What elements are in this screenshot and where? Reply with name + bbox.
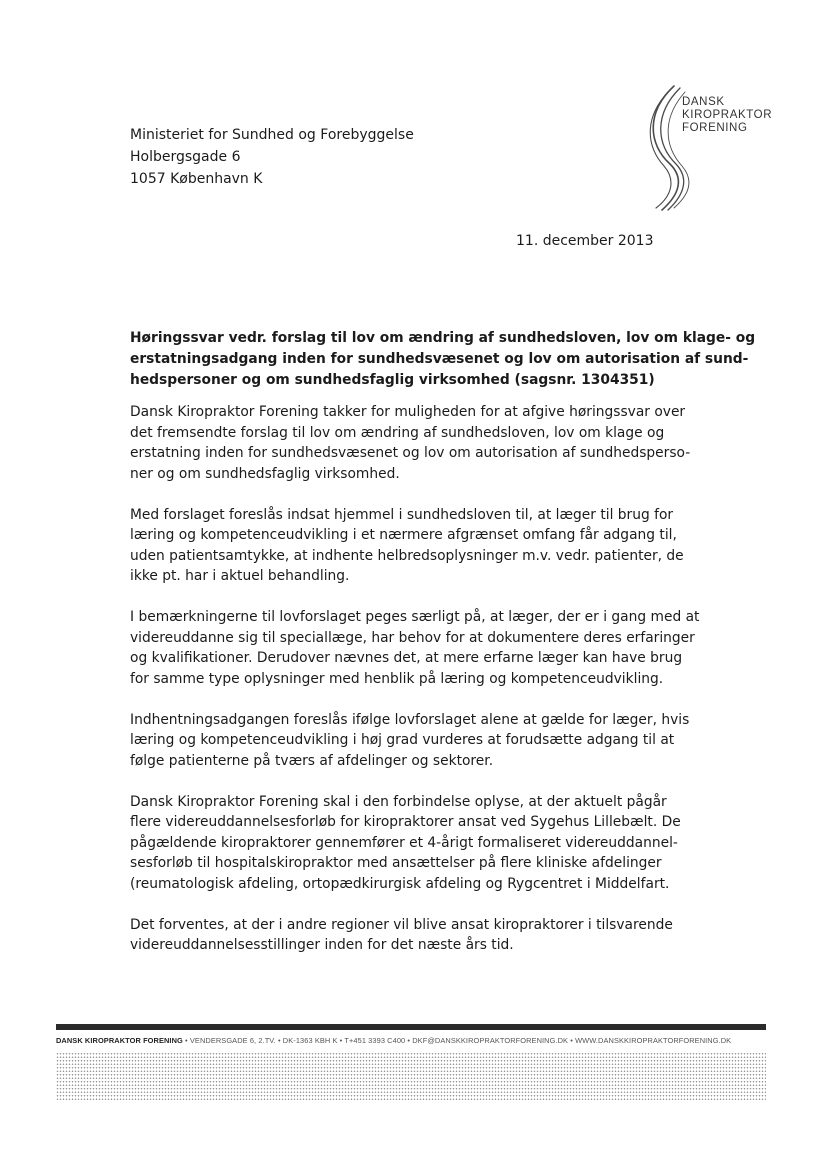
logo-line: DANSK xyxy=(682,96,725,108)
letter-body xyxy=(130,402,700,976)
address-line: Holbergsgade 6 xyxy=(130,149,241,165)
letter-date: 11. december 2013 xyxy=(516,233,654,249)
paragraph xyxy=(130,792,681,895)
body-line: det fremsendte forslag til lov om ændring af sundhedsloven, lov om klage og xyxy=(130,424,665,441)
logo-wordmark xyxy=(682,96,772,135)
body-line: sesforløb til hospitalskiropraktor med ansættelser på flere kliniske afdelinger xyxy=(130,855,662,871)
footer-dot-pattern xyxy=(56,1052,766,1102)
address-line: Ministeriet for Sundhed og Forebyggelse xyxy=(130,127,414,143)
body-line: læring og kompetenceudvikling i et nærmere afgrænset omfang får adgang til, xyxy=(130,527,677,543)
body-line: videreuddannelsesstillinger inden for det næste års tid. xyxy=(130,937,514,953)
body-line: flere videreuddannelsesforløb for kiropraktorer ansat ved Sygehus Lillebælt. De xyxy=(130,814,681,830)
letter-subject xyxy=(130,328,756,391)
logo-line: FORENING xyxy=(682,122,748,134)
body-line: for samme type oplysninger med henblik på læring og kompetenceudvikling. xyxy=(130,670,664,687)
body-line: erstatning inden for sundhedsvæsenet og lov om autorisation af sundhedsperso- xyxy=(130,445,691,461)
body-line: og kvalifikationer. Derudover nævnes det, at mere erfarne læger kan have brug xyxy=(130,650,683,666)
address-line: 1057 København K xyxy=(130,171,263,187)
body-line: Med forslaget foreslås indsat hjemmel i sundhedsloven til, at læger til brug for xyxy=(130,506,674,523)
body-line: Det forventes, at der i andre regioner vil blive ansat kiropraktorer i tilsvarende xyxy=(130,916,673,933)
subject-line: Høringssvar vedr. forslag til lov om ændring af sundhedsloven, lov om klage- og xyxy=(130,330,756,346)
body-line: ner og om sundhedsfaglig virksomhed. xyxy=(130,465,400,482)
body-line: videreuddanne sig til speciallæge, har behov for at dokumentere deres erfaringer xyxy=(130,629,695,646)
footer-brand: DANSK KIROPRAKTOR FORENING xyxy=(56,1036,183,1045)
body-line: I bemærkningerne til lovforslaget peges særligt på, at læger, der er i gang med at xyxy=(130,609,700,625)
footer-contact xyxy=(56,1036,766,1045)
body-line: følge patienterne på tværs af afdelinger og sektorer. xyxy=(130,752,494,769)
paragraph xyxy=(130,505,684,587)
body-line: Indhentningsadgangen foreslås ifølge lovforslaget alene at gælde for læger, hvis xyxy=(130,711,690,728)
body-line: ikke pt. har i aktuel behandling. xyxy=(130,568,350,584)
paragraph xyxy=(130,402,691,484)
paragraph xyxy=(130,915,673,956)
logo-line: KIROPRAKTOR xyxy=(682,109,773,121)
body-line: Dansk Kiropraktor Forening takker for muligheden for at afgive høringssvar over xyxy=(130,404,686,420)
recipient-address xyxy=(130,124,414,190)
body-line: uden patientsamtykke, at indhente helbredsoplysninger m.v. vedr. patienter, de xyxy=(130,547,684,564)
paragraph xyxy=(130,710,690,772)
subject-line: erstatningsadgang inden for sundhedsvæsenet og lov om autorisation af sund- xyxy=(130,351,749,367)
footer-rule xyxy=(56,1024,766,1030)
body-line: læring og kompetenceudvikling i høj grad vurderes at forudsætte adgang til at xyxy=(130,732,675,748)
body-line: (reumatologisk afdeling, ortopædkirurgisk afdeling og Rygcentret i Middelfart. xyxy=(130,875,670,892)
body-line: pågældende kiropraktorer gennemfører et 4-årigt formaliseret videreuddannel- xyxy=(130,834,678,851)
subject-line: hedspersoner og om sundhedsfaglig virksomhed (sagsnr. 1304351) xyxy=(130,372,655,388)
body-line: Dansk Kiropraktor Forening skal i den forbindelse oplyse, at der aktuelt pågår xyxy=(130,793,667,810)
paragraph xyxy=(130,607,700,689)
footer-details: • VENDERSGADE 6, 2.TV. • DK-1363 KBH K • T+451 3393 C400 • DKF@DANSKKIROPRAKTORFORENING.DK • WWW.DANSKKIROPRAKTORFORENING.DK xyxy=(185,1036,732,1045)
